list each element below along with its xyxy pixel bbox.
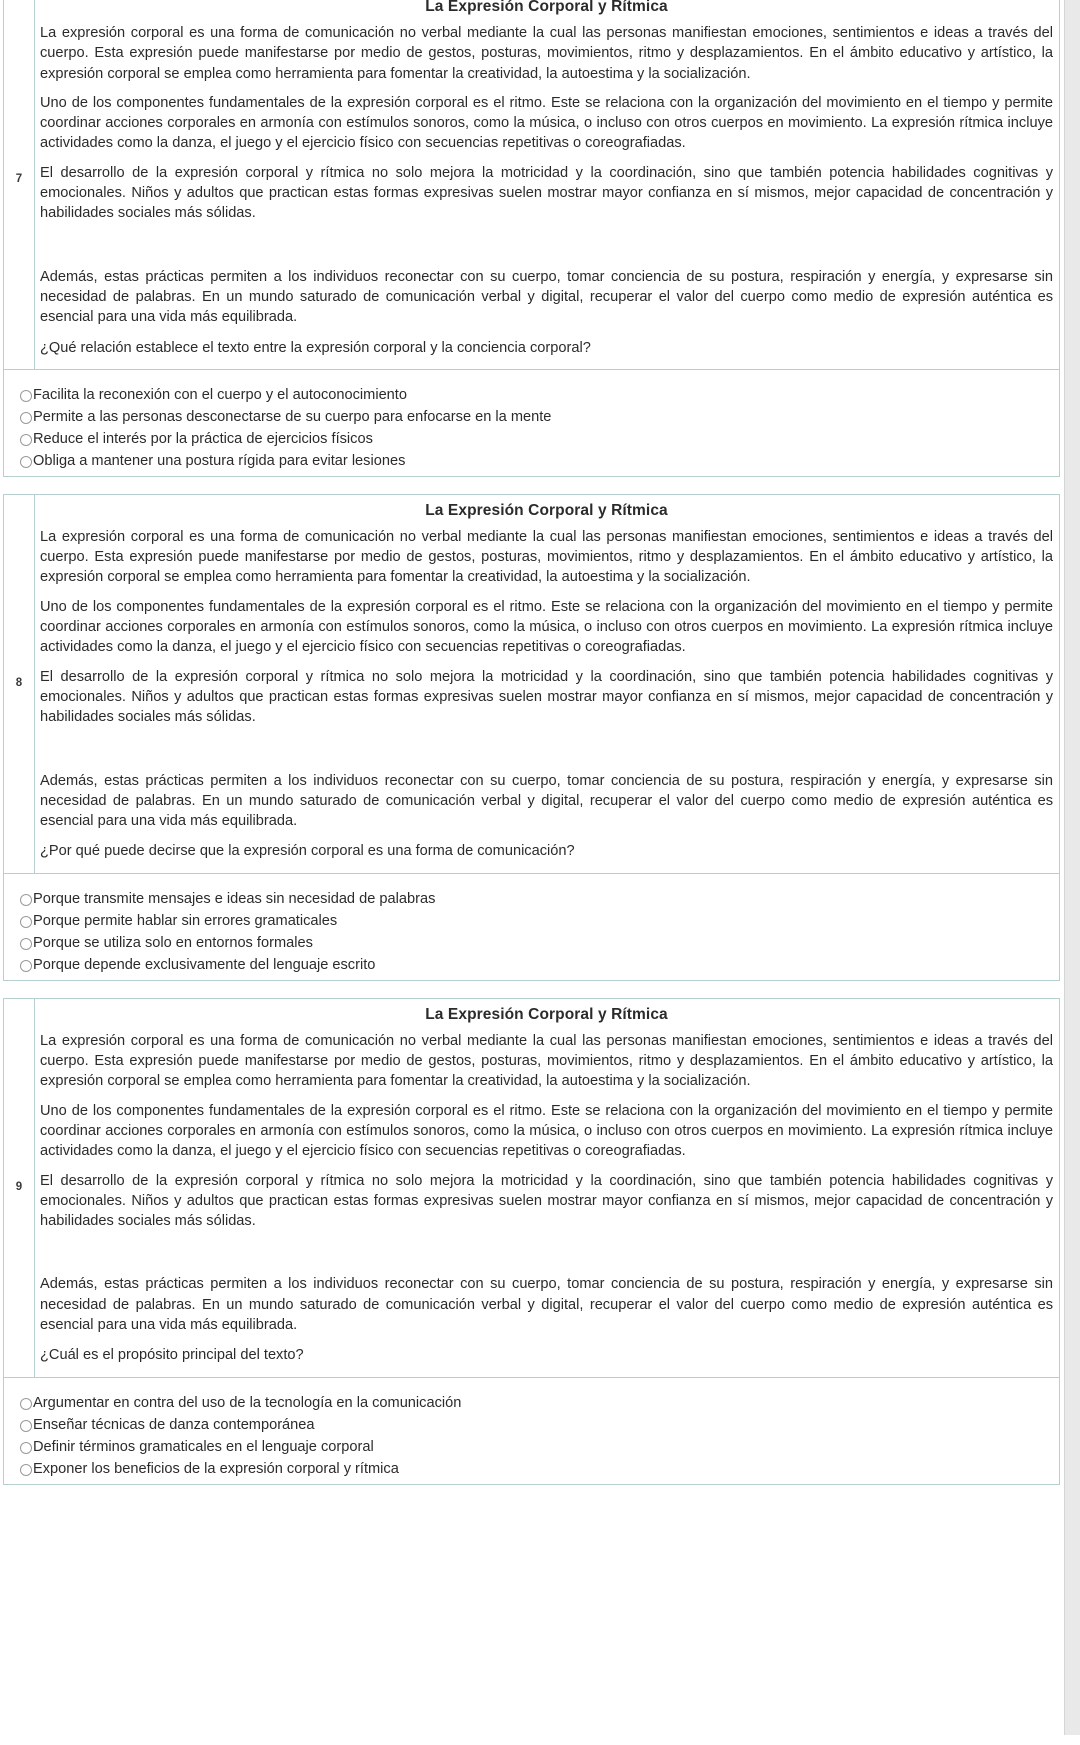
option-label: Porque permite hablar sin errores gramaticales	[33, 912, 338, 929]
option-label: Definir términos gramaticales en el lenguaje corporal	[33, 1438, 374, 1455]
option-row[interactable]	[4, 1458, 1059, 1480]
option-row[interactable]	[4, 384, 1059, 406]
options-row	[3, 1377, 1060, 1485]
options-row	[3, 873, 1060, 981]
radio-button-icon[interactable]	[20, 434, 32, 446]
option-row[interactable]	[4, 910, 1059, 932]
question-block-8	[3, 494, 1060, 981]
passage-row	[3, 0, 1060, 369]
option-row[interactable]	[4, 1392, 1059, 1414]
radio-button-icon[interactable]	[20, 456, 32, 468]
radio-button-icon[interactable]	[20, 1442, 32, 1454]
question-block-7	[3, 0, 1060, 477]
passage-paragraph-3: El desarrollo de la expresión corporal y rítmica no solo mejora la motricidad y la coordinación, sino que también potencia habilidades cognitivas y emocionales. Niños y adultos que practican estas formas expresivas suelen mostrar mayor confianza en sí mismos, mejor capacidad de concentración y habilidades sociales más sólidas.	[40, 164, 1053, 222]
radio-button-icon[interactable]	[20, 1398, 32, 1410]
question-prompt: ¿Cuál es el propósito principal del texto?	[40, 1347, 304, 1364]
passage-paragraph-1: La expresión corporal es una forma de comunicación no verbal mediante la cual las personas manifiestan emociones, sentimientos e ideas a través del cuerpo. Esta expresión puede manifestarse por medio de gestos, posturas, movimientos, ritmo y desplazamientos. En el ámbito educativo y artístico, la expresión corporal se emplea como herramienta para fomentar la creatividad, la autoestima y la socialización.	[40, 528, 1053, 586]
passage-paragraph-4: Además, estas prácticas permiten a los individuos reconectar con su cuerpo, tomar conciencia de su postura, respiración y energía, y expresarse sin necesidad de palabras. En un mundo saturado de comunicación verbal y digital, recuperar el valor del cuerpo como medio de expresión auténtica es esencial para una vida más equilibrada.	[40, 1276, 1053, 1333]
right-scroll-gutter[interactable]	[1064, 0, 1080, 1735]
passage-paragraph-2: Uno de los componentes fundamentales de la expresión corporal es el ritmo. Este se relaciona con la organización del movimiento en el tiempo y permite coordinar acciones corporales en armonía con estímulos sonoros, como la música, o incluso con otros cuerpos en movimiento. La expresión rítmica incluye actividades como la danza, el juego y el ejercicio físico con secuencias repetitivas o coreografiadas.	[40, 598, 1053, 656]
passage-paragraph-4: Además, estas prácticas permiten a los individuos reconectar con su cuerpo, tomar conciencia de su postura, respiración y energía, y expresarse sin necesidad de palabras. En un mundo saturado de comunicación verbal y digital, recuperar el valor del cuerpo como medio de expresión auténtica es esencial para una vida más equilibrada.	[40, 268, 1053, 326]
passage-paragraph-4: Además, estas prácticas permiten a los individuos reconectar con su cuerpo, tomar conciencia de su postura, respiración y energía, y expresarse sin necesidad de palabras. En un mundo saturado de comunicación verbal y digital, recuperar el valor del cuerpo como medio de expresión auténtica es esencial para una vida más equilibrada.	[40, 772, 1053, 830]
radio-button-icon[interactable]	[20, 938, 32, 950]
option-row[interactable]	[4, 1436, 1059, 1458]
option-row[interactable]	[4, 888, 1059, 910]
option-row[interactable]	[4, 428, 1059, 450]
option-label: Permite a las personas desconectarse de su cuerpo para enfocarse en la mente	[33, 408, 552, 425]
option-label: Facilita la reconexión con el cuerpo y el autoconocimiento	[33, 386, 407, 403]
passage-content	[35, 999, 1059, 1377]
question-number-cell	[4, 0, 35, 369]
radio-button-icon[interactable]	[20, 960, 32, 972]
radio-button-icon[interactable]	[20, 412, 32, 424]
radio-button-icon[interactable]	[20, 1464, 32, 1476]
option-label: Reduce el interés por la práctica de ejercicios físicos	[33, 430, 373, 447]
passage-spacer	[40, 233, 1053, 267]
passage-spacer	[40, 1240, 1053, 1274]
passage-paragraph-1: La expresión corporal es una forma de comunicación no verbal mediante la cual las personas manifiestan emociones, sentimientos e ideas a través del cuerpo. Esta expresión puede manifestarse por medio de gestos, posturas, movimientos, ritmo y desplazamientos. En el ámbito educativo y artístico, la expresión corporal se emplea como herramienta para fomentar la creatividad, la autoestima y la socialización.	[40, 25, 1053, 82]
passage-title: La Expresión Corporal y Rítmica	[425, 0, 668, 15]
question-number: 8	[15, 677, 23, 690]
passage-content	[35, 495, 1059, 873]
radio-button-icon[interactable]	[20, 390, 32, 402]
question-prompt: ¿Por qué puede decirse que la expresión corporal es una forma de comunicación?	[40, 843, 575, 860]
radio-button-icon[interactable]	[20, 916, 32, 928]
option-label: Enseñar técnicas de danza contemporánea	[33, 1416, 315, 1433]
option-row[interactable]	[4, 406, 1059, 428]
option-label: Porque transmite mensajes e ideas sin necesidad de palabras	[33, 890, 436, 907]
radio-button-icon[interactable]	[20, 894, 32, 906]
question-number-cell	[4, 999, 35, 1377]
passage-title: La Expresión Corporal y Rítmica	[425, 501, 668, 519]
passage-spacer	[40, 737, 1053, 771]
option-label: Exponer los beneficios de la expresión corporal y rítmica	[33, 1460, 399, 1477]
option-label: Porque se utiliza solo en entornos formales	[33, 934, 313, 951]
option-row[interactable]	[4, 954, 1059, 976]
passage-content	[35, 0, 1059, 369]
passage-paragraph-3: El desarrollo de la expresión corporal y rítmica no solo mejora la motricidad y la coordinación, sino que también potencia habilidades cognitivas y emocionales. Niños y adultos que practican estas formas expresivas suelen mostrar mayor confianza en sí mismos, mejor capacidad de concentración y habilidades sociales más sólidas.	[40, 668, 1053, 726]
radio-button-icon[interactable]	[20, 1420, 32, 1432]
question-number: 7	[15, 173, 23, 186]
passage-paragraph-3: El desarrollo de la expresión corporal y rítmica no solo mejora la motricidad y la coordinación, sino que también potencia habilidades cognitivas y emocionales. Niños y adultos que practican estas formas expresivas suelen mostrar mayor confianza en sí mismos, mejor capacidad de concentración y habilidades sociales más sólidas.	[40, 1172, 1053, 1230]
question-prompt: ¿Qué relación establece el texto entre la expresión corporal y la conciencia corporal?	[40, 339, 591, 356]
question-block-9	[3, 998, 1060, 1485]
passage-row	[3, 494, 1060, 873]
option-row[interactable]	[4, 1414, 1059, 1436]
option-row[interactable]	[4, 450, 1059, 472]
passage-paragraph-2: Uno de los componentes fundamentales de la expresión corporal es el ritmo. Este se relaciona con la organización del movimiento en el tiempo y permite coordinar acciones corporales en armonía con estímulos sonoros, como la música, o incluso con otros cuerpos en movimiento. La expresión rítmica incluye actividades como la danza, el juego y el ejercicio físico con secuencias repetitivas o coreografiadas.	[40, 94, 1053, 152]
options-row	[3, 369, 1060, 477]
passage-title: La Expresión Corporal y Rítmica	[425, 1005, 668, 1023]
option-label: Porque depende exclusivamente del lenguaje escrito	[33, 956, 376, 973]
question-number-cell	[4, 495, 35, 873]
passage-row	[3, 998, 1060, 1377]
option-row[interactable]	[4, 932, 1059, 954]
question-number: 9	[15, 1180, 23, 1193]
option-label: Argumentar en contra del uso de la tecnología en la comunicación	[33, 1394, 462, 1411]
passage-paragraph-2: Uno de los componentes fundamentales de la expresión corporal es el ritmo. Este se relaciona con la organización del movimiento en el tiempo y permite coordinar acciones corporales en armonía con estímulos sonoros, como la música, o incluso con otros cuerpos en movimiento. La expresión rítmica incluye actividades como la danza, el juego y el ejercicio físico con secuencias repetitivas o coreografiadas.	[40, 1102, 1053, 1160]
option-label: Obliga a mantener una postura rígida para evitar lesiones	[33, 452, 406, 469]
passage-paragraph-1: La expresión corporal es una forma de comunicación no verbal mediante la cual las personas manifiestan emociones, sentimientos e ideas a través del cuerpo. Esta expresión puede manifestarse por medio de gestos, posturas, movimientos, ritmo y desplazamientos. En el ámbito educativo y artístico, la expresión corporal se emplea como herramienta para fomentar la creatividad, la autoestima y la socialización.	[40, 1032, 1053, 1090]
